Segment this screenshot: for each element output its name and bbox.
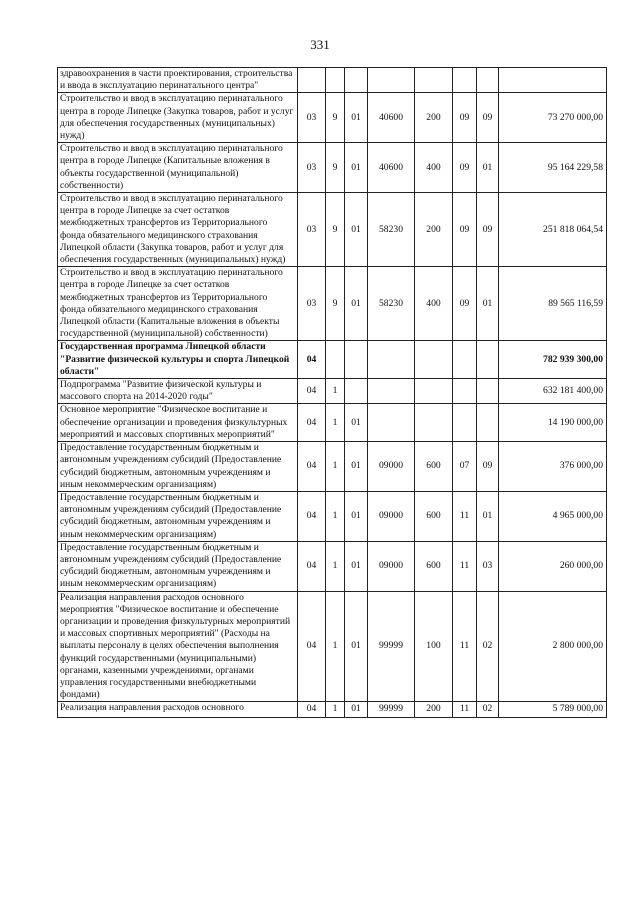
main-event-code-cell	[345, 341, 368, 379]
row-description: Реализация направления расходов основного мероприятия "Физическое воспитание и обеспечение организации и проведения физкультурных мероприятий и массовых спортивных мероприятий" (Расходы на выплаты персоналу в целях обеспечения выполнения функций государственными (муниципальными) органами, казенными учреждениями, органами управления государственными внебюджетными фондами)	[58, 591, 298, 702]
table-row	[58, 591, 607, 702]
direction-code-cell: 58230	[368, 193, 415, 267]
section-code-cell: 11	[453, 702, 477, 717]
program-code-cell: 04	[298, 702, 326, 717]
direction-code-cell: 09000	[368, 442, 415, 492]
expense-type-cell	[415, 341, 453, 379]
amount-cell: 89 565 116,59	[499, 267, 607, 341]
row-description: здравоохранения в части проектирования, строительства и ввода в эксплуатацию перинатального центра"	[58, 68, 298, 93]
main-event-code-cell: 01	[345, 491, 368, 541]
row-description: Основное мероприятие "Физическое воспитание и обеспечение организации и проведения физкультурных мероприятий и массовых спортивных мероприятий"	[58, 404, 298, 442]
direction-code-cell	[368, 341, 415, 379]
direction-code-cell: 40600	[368, 93, 415, 143]
amount-cell: 632 181 400,00	[499, 379, 607, 404]
row-description: Предоставление государственным бюджетным и автономным учреждениям субсидий (Предоставление субсидий бюджетным, автономным учреждениям и иным некоммерческим организациям)	[58, 491, 298, 541]
section-code-cell: 09	[453, 93, 477, 143]
program-code-cell	[298, 68, 326, 93]
table-row	[58, 379, 607, 404]
section-code-cell: 09	[453, 143, 477, 193]
main-event-code-cell: 01	[345, 93, 368, 143]
subprogram-code-cell: 1	[326, 491, 345, 541]
program-code-cell: 04	[298, 404, 326, 442]
main-event-code-cell: 01	[345, 541, 368, 591]
section-code-cell	[453, 379, 477, 404]
subprogram-code-cell: 1	[326, 404, 345, 442]
subsection-code-cell: 01	[477, 267, 499, 341]
subsection-code-cell: 02	[477, 702, 499, 717]
subprogram-code-cell: 9	[326, 193, 345, 267]
table-row	[58, 143, 607, 193]
direction-code-cell	[368, 404, 415, 442]
program-code-cell: 04	[298, 541, 326, 591]
program-code-cell: 04	[298, 341, 326, 379]
direction-code-cell: 58230	[368, 267, 415, 341]
expense-type-cell: 600	[415, 442, 453, 492]
program-code-cell: 04	[298, 491, 326, 541]
subsection-code-cell: 03	[477, 541, 499, 591]
section-code-cell	[453, 68, 477, 93]
main-event-code-cell: 01	[345, 267, 368, 341]
direction-code-cell: 40600	[368, 143, 415, 193]
row-description: Государственная программа Липецкой области "Развитие физической культуры и спорта Липецкой области"	[58, 341, 298, 379]
section-code-cell	[453, 341, 477, 379]
expense-type-cell: 200	[415, 193, 453, 267]
expense-type-cell	[415, 379, 453, 404]
direction-code-cell	[368, 68, 415, 93]
table-row	[58, 541, 607, 591]
main-event-code-cell	[345, 379, 368, 404]
amount-cell: 73 270 000,00	[499, 93, 607, 143]
subprogram-code-cell: 1	[326, 702, 345, 717]
subsection-code-cell	[477, 68, 499, 93]
subprogram-code-cell	[326, 341, 345, 379]
section-code-cell: 09	[453, 267, 477, 341]
program-code-cell: 03	[298, 93, 326, 143]
expense-type-cell: 400	[415, 267, 453, 341]
subprogram-code-cell: 9	[326, 267, 345, 341]
table-row	[58, 491, 607, 541]
subprogram-code-cell: 1	[326, 591, 345, 702]
amount-cell: 5 789 000,00	[499, 702, 607, 717]
budget-table	[57, 67, 607, 718]
direction-code-cell: 09000	[368, 491, 415, 541]
subprogram-code-cell: 1	[326, 541, 345, 591]
section-code-cell	[453, 404, 477, 442]
subprogram-code-cell: 1	[326, 442, 345, 492]
row-description: Строительство и ввод в эксплуатацию перинатального центра в городе Липецке (Закупка товаров, работ и услуг для обеспечения государственных (муниципальных) нужд)	[58, 93, 298, 143]
direction-code-cell: 99999	[368, 702, 415, 717]
table-row	[58, 341, 607, 379]
amount-cell: 2 800 000,00	[499, 591, 607, 702]
page-number: 331	[310, 37, 330, 52]
row-description: Предоставление государственным бюджетным и автономным учреждениям субсидий (Предоставление субсидий бюджетным, автономным учреждениям и иным некоммерческим организациям)	[58, 541, 298, 591]
amount-cell: 4 965 000,00	[499, 491, 607, 541]
main-event-code-cell: 01	[345, 404, 368, 442]
subsection-code-cell: 09	[477, 193, 499, 267]
row-description: Строительство и ввод в эксплуатацию перинатального центра в городе Липецке за счет остатков межбюджетных трансфертов из Территориального фонда обязательного медицинского страхования Липецкой области (Капитальные вложения в объекты государственной (муниципальной) собственности)	[58, 267, 298, 341]
table-row	[58, 442, 607, 492]
subprogram-code-cell: 9	[326, 93, 345, 143]
amount-cell: 14 190 000,00	[499, 404, 607, 442]
amount-cell: 376 000,00	[499, 442, 607, 492]
program-code-cell: 04	[298, 379, 326, 404]
subsection-code-cell: 01	[477, 143, 499, 193]
row-description: Строительство и ввод в эксплуатацию перинатального центра в городе Липецке (Капитальные вложения в объекты государственной (муниципальной) собственности)	[58, 143, 298, 193]
main-event-code-cell: 01	[345, 193, 368, 267]
main-event-code-cell: 01	[345, 591, 368, 702]
expense-type-cell: 100	[415, 591, 453, 702]
row-description: Предоставление государственным бюджетным и автономным учреждениям субсидий (Предоставление субсидий бюджетным, автономным учреждениям и иным некоммерческим организациям)	[58, 442, 298, 492]
table-body	[58, 68, 607, 718]
main-event-code-cell: 01	[345, 143, 368, 193]
expense-type-cell	[415, 68, 453, 93]
subsection-code-cell: 09	[477, 442, 499, 492]
subsection-code-cell	[477, 404, 499, 442]
main-event-code-cell	[345, 68, 368, 93]
row-description: Подпрограмма "Развитие физической культуры и массового спорта на 2014-2020 годы"	[58, 379, 298, 404]
expense-type-cell: 400	[415, 143, 453, 193]
section-code-cell: 07	[453, 442, 477, 492]
expense-type-cell: 600	[415, 491, 453, 541]
program-code-cell: 03	[298, 143, 326, 193]
subprogram-code-cell: 1	[326, 379, 345, 404]
section-code-cell: 09	[453, 193, 477, 267]
table-row	[58, 267, 607, 341]
program-code-cell: 04	[298, 442, 326, 492]
section-code-cell: 11	[453, 591, 477, 702]
main-event-code-cell: 01	[345, 442, 368, 492]
table-row	[58, 702, 607, 717]
subsection-code-cell	[477, 379, 499, 404]
expense-type-cell: 200	[415, 93, 453, 143]
program-code-cell: 03	[298, 193, 326, 267]
expense-type-cell	[415, 404, 453, 442]
subprogram-code-cell	[326, 68, 345, 93]
expense-type-cell: 600	[415, 541, 453, 591]
amount-cell	[499, 68, 607, 93]
table-row	[58, 93, 607, 143]
table-row	[58, 68, 607, 93]
amount-cell: 260 000,00	[499, 541, 607, 591]
direction-code-cell	[368, 379, 415, 404]
main-event-code-cell: 01	[345, 702, 368, 717]
row-description: Реализация направления расходов основного	[58, 702, 298, 717]
expense-type-cell: 200	[415, 702, 453, 717]
subsection-code-cell	[477, 341, 499, 379]
program-code-cell: 03	[298, 267, 326, 341]
amount-cell: 95 164 229,58	[499, 143, 607, 193]
section-code-cell: 11	[453, 541, 477, 591]
subsection-code-cell: 02	[477, 591, 499, 702]
amount-cell: 782 939 300,00	[499, 341, 607, 379]
direction-code-cell: 99999	[368, 591, 415, 702]
direction-code-cell: 09000	[368, 541, 415, 591]
subsection-code-cell: 01	[477, 491, 499, 541]
section-code-cell: 11	[453, 491, 477, 541]
subprogram-code-cell: 9	[326, 143, 345, 193]
program-code-cell: 04	[298, 591, 326, 702]
table-row	[58, 193, 607, 267]
table-row	[58, 404, 607, 442]
subsection-code-cell: 09	[477, 93, 499, 143]
amount-cell: 251 818 064,54	[499, 193, 607, 267]
row-description: Строительство и ввод в эксплуатацию перинатального центра в городе Липецке за счет остатков межбюджетных трансфертов из Территориального фонда обязательного медицинского страхования Липецкой области (Закупка товаров, работ и услуг для обеспечения государственных (муниципальных) нужд)	[58, 193, 298, 267]
